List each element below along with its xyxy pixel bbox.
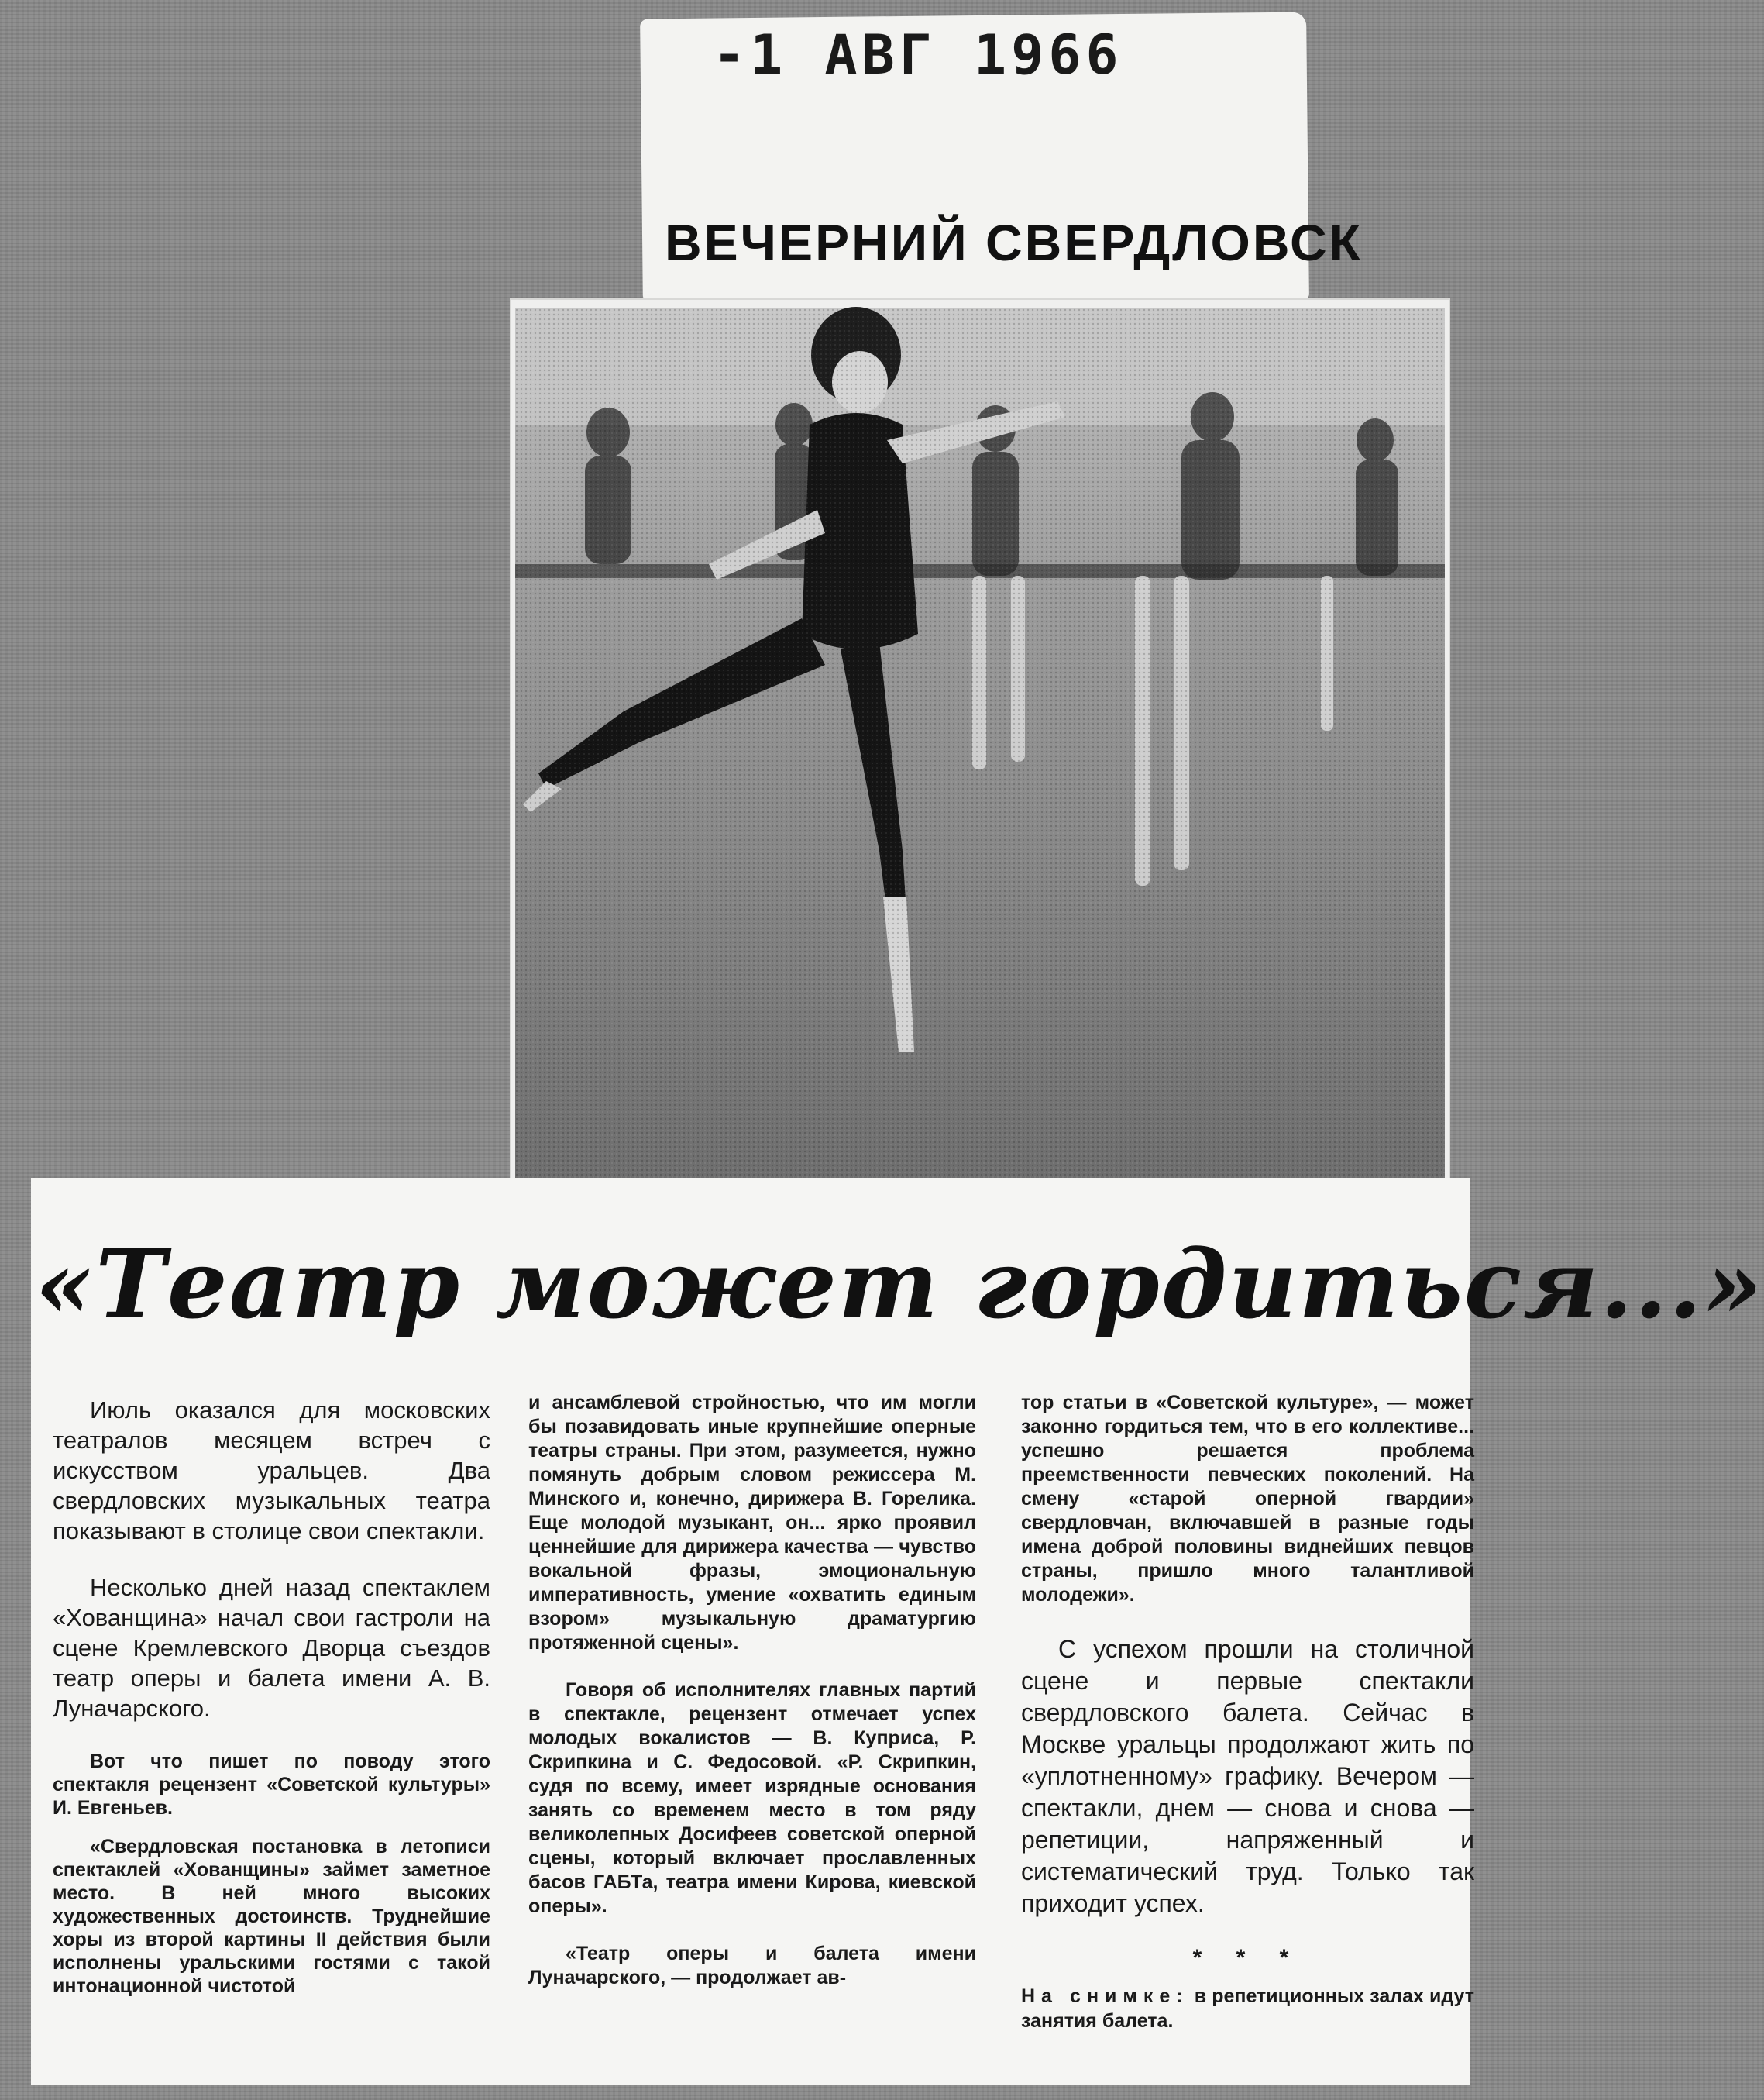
- paragraph: «Театр оперы и балета имени Луначарского, — продолжает ав-: [528, 1943, 976, 1988]
- paragraph: Несколько дней назад спектаклем «Хованщина» начал свои гастроли на сцене Кремлевского Дворца съездов театр оперы и балета имени А. В. Луначарского.: [53, 1574, 490, 1722]
- paragraph: «Свердловская постановка в летописи спектаклей «Хованщины» займет заметное место. В ней много высоких художественных достоинств. Труднейшие хоры из второй картины II действия были исполнены уральскими гостями с такой интонационной чистотой: [53, 1836, 490, 1997]
- ballet-photo-illustration: [515, 308, 1445, 1180]
- paragraph: и ансамблевой стройностью, что им могли бы позавидовать иные крупнейшие оперные театры страны. При этом, разумеется, нужно помянуть добрым словом режиссера М. Минского и, конечно, дирижера В. Горелика. Еще молодой музыкант, он... ярко проявил ценнейшие для дирижера качества — чувство вокальной фразы, эмоциональную императивность, умение «охватить единым взором» музыкальную драматургию протяженной сцены».: [528, 1392, 976, 1654]
- paragraph: тор статьи в «Советской культуре», — может законно гордиться тем, что в его коллективе... успешно решается проблема преемственности певческих поколений. На смену «старой оперной гвардии» свердловчан, включавшей в разные годы имена доброй половины виднейших певцов страны, пришло много талантливой молодежи».: [1021, 1392, 1474, 1606]
- article-column-2: [528, 1391, 976, 2013]
- newspaper-source-stamp: ВЕЧЕРНИЙ СВЕРДЛОВСК: [665, 214, 1363, 271]
- article-column-1: [53, 1395, 490, 2013]
- photo-grain: [515, 308, 1445, 1180]
- section-separator: * * *: [1192, 1945, 1303, 1971]
- photo-caption: [1021, 1984, 1474, 2033]
- paragraph: С успехом прошли на столичной сцене и первые спектакли свердловского балета. Сейчас в Москве уральцы продолжают жить по «уплотненному» графику. Вечером — спектакли, днем — снова и снова — репетиции, напряженный и систематический труд. Только так приходит успех.: [1021, 1635, 1474, 1917]
- caption-text: в репетиционных залах идут занятия балета.: [1021, 1985, 1474, 2032]
- ballet-rehearsal-photo: [515, 308, 1445, 1180]
- caption-lead: На снимке:: [1021, 1985, 1189, 2007]
- article-headline: «Театр может гордиться...»: [35, 1228, 1764, 1340]
- paragraph: Говоря об исполнителях главных партий в спектакле, рецензент отмечает успех молодых вокалистов — В. Куприса, Р. Скрипкина и С. Федосовой. «Р. Скрипкин, судя по всему, имеет изрядные основания занять со временем место в том ряду великолепных Досифеев советской оперной сцены, который включает прославленных басов ГАБТа, театра имени Кирова, киевской оперы».: [528, 1679, 976, 1917]
- date-stamp: -1 АВГ 1966: [713, 23, 1123, 87]
- paragraph: Вот что пишет по поводу этого спектакля рецензент «Советской культуры» И. Евгеньев.: [53, 1751, 490, 1819]
- paragraph: Июль оказался для московских театралов месяцем встреч с искусством уральцев. Два свердловских музыкальных театра показывают в столице свои спектакли.: [53, 1396, 490, 1544]
- article-column-3: [1021, 1391, 1474, 2060]
